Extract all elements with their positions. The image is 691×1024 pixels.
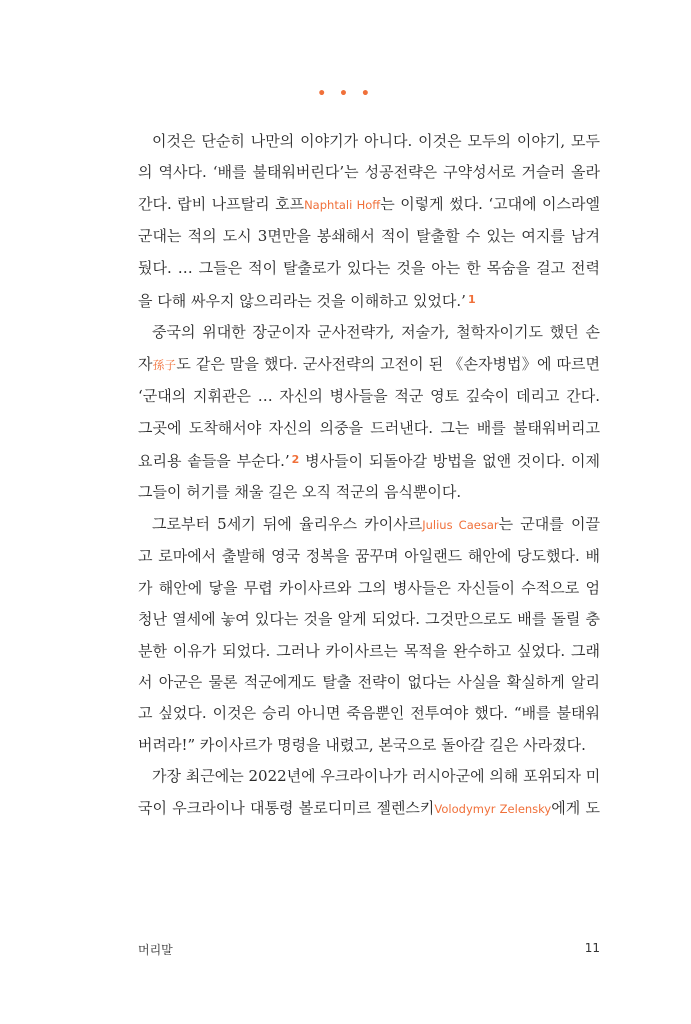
text-run: 요리용 솥들을 부순다.’	[138, 452, 290, 471]
text-run: 뒀다. … 그들은 적이 탈출로가 있다는 것을 아는 한 목숨을 걸고 전력	[138, 258, 600, 277]
text-run: 분한 이유가 되었다. 그러나 카이사르는 목적을 완수하고 싶었다. 그래	[138, 641, 600, 660]
text-line	[138, 444, 600, 477]
text-line	[138, 157, 600, 188]
text-line	[138, 284, 600, 317]
text-line	[138, 126, 600, 157]
text-run: 도 같은 말을 했다. 군사전략의 고전이 된 《손자병법》에 따르면	[176, 354, 600, 373]
text-line	[138, 189, 600, 221]
text-run: 그들이 허기를 채울 길은 오직 적군의 음식뿐이다.	[138, 483, 462, 502]
text-run: 가 해안에 닿을 무렵 카이사르와 그의 병사들은 자신들이 수적으로 엄	[138, 578, 600, 597]
text-line	[138, 730, 600, 761]
text-run: 이것은 단순히 나만의 이야기가 아니다. 이것은 모두의 이야기, 모두	[152, 132, 600, 150]
text-line	[138, 761, 600, 792]
text-run: 에게 도	[551, 798, 600, 817]
text-run: 중국의 위대한 장군이자 군사전략가, 저술가, 철학자이기도 했던 손	[152, 323, 600, 342]
original-name-gloss: Volodymyr Zelensky	[434, 801, 552, 816]
text-line	[138, 667, 600, 698]
text-line	[138, 253, 600, 284]
running-footer-title: 머리말	[138, 943, 173, 957]
text-run: 의 역사다. ‘배를 불태워버린다’는 성공전략은 구약성서로 거슬러 올라	[138, 163, 600, 182]
text-run: 그곳에 도착해서야 자신의 의중을 드러낸다. 그는 배를 불태워버리고	[138, 418, 600, 437]
text-line	[138, 413, 600, 444]
text-run: ‘군대의 지휘관은 … 자신의 병사들을 적군 영토 깊숙이 데리고 간다.	[138, 387, 600, 406]
text-line	[138, 349, 600, 381]
footnote-marker: 2	[291, 453, 300, 467]
text-run: 자	[138, 354, 153, 373]
text-line	[138, 221, 600, 252]
text-line	[138, 636, 600, 667]
text-run: 국이 우크라이나 대통령 볼로디미르 젤렌스키	[138, 798, 435, 817]
text-run: 버려라!” 카이사르가 명령을 내렸고, 본국으로 돌아갈 길은 사라졌다.	[138, 735, 586, 754]
body-text	[138, 126, 600, 825]
text-run: 고 로마에서 출발해 영국 정복을 꿈꾸며 아일랜드 해안에 당도했다. 배	[138, 547, 600, 566]
text-line	[138, 477, 600, 508]
text-run: 병사들이 되돌아갈 방법을 없앤 것이다. 이제	[299, 452, 601, 471]
text-run: 서 아군은 물론 적군에게도 탈출 전략이 없다는 사실을 확실하게 알리	[138, 672, 600, 691]
text-run: 그로부터 5세기 뒤에 율리우스 카이사르	[152, 514, 423, 533]
text-line	[138, 604, 600, 635]
text-run: 청난 열세에 놓여 있다는 것을 알게 되었다. 그것만으로도 배를 돌릴 충	[138, 610, 600, 629]
text-run: 는 군대를 이끌	[498, 514, 600, 533]
text-line	[138, 573, 600, 604]
text-run: 는 이렇게 썼다. ‘고대에 이스라엘	[380, 194, 601, 213]
text-line	[138, 509, 600, 541]
original-name-gloss: Julius Caesar	[422, 517, 499, 532]
paragraph	[138, 761, 600, 825]
paragraph	[138, 509, 600, 761]
text-run: 을 다해 싸우지 않으리라는 것을 이해하고 있었다.’	[138, 292, 466, 311]
original-name-gloss: 孫子	[152, 357, 177, 372]
paragraph	[138, 317, 600, 508]
text-run: 간다. 랍비 나프탈리 호프	[138, 194, 305, 213]
text-line	[138, 381, 600, 412]
page-number: 11	[584, 941, 600, 955]
paragraph	[138, 126, 600, 317]
text-line	[138, 317, 600, 348]
text-line	[138, 698, 600, 729]
original-name-gloss: Naphtali Hoff	[304, 197, 381, 212]
text-run: 가장 최근에는 2022년에 우크라이나가 러시아군에 의해 포위되자 미	[152, 767, 601, 786]
section-ornament: • • •	[317, 86, 374, 102]
footnote-marker: 1	[467, 293, 476, 307]
text-line	[138, 541, 600, 572]
text-run: 군대는 적의 도시 3면만을 봉쇄해서 적이 탈출할 수 있는 여지를 남겨	[138, 227, 600, 246]
text-line	[138, 793, 600, 825]
text-run: 고 싶었다. 이것은 승리 아니면 죽음뿐인 전투여야 했다. “배를 불태워	[138, 704, 600, 723]
